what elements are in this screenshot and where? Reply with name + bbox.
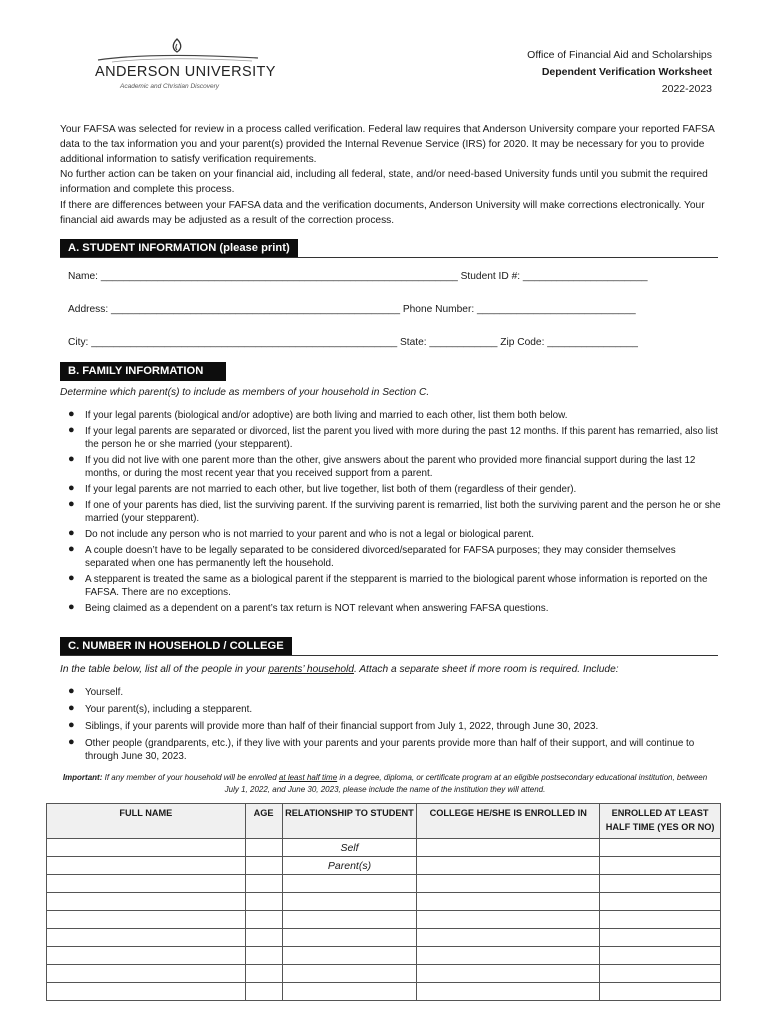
name-cell[interactable]: [47, 983, 246, 1001]
name-cell[interactable]: [47, 965, 246, 983]
half-time-cell[interactable]: [600, 947, 721, 965]
bullet-icon: ●: [68, 719, 75, 731]
section-a-rule: [60, 257, 718, 258]
age-cell[interactable]: [245, 983, 282, 1001]
table-row: [47, 929, 721, 947]
section-a-heading: A. STUDENT INFORMATION (please print): [60, 239, 298, 258]
bullet-icon: ●: [68, 527, 75, 539]
list-item: ● Do not include any person who is not married to your parent and who is not a legal or biological parent.: [68, 527, 535, 540]
document-title: Dependent Verification Worksheet: [541, 66, 712, 78]
relationship-cell: Self: [282, 839, 417, 857]
college-cell[interactable]: [417, 911, 600, 929]
half-time-cell[interactable]: [600, 965, 721, 983]
list-item: ● Siblings, if your parents will provide more than half of their financial support from July 1, 2022, through June 30, 2023.: [68, 719, 599, 732]
section-c-heading: C. NUMBER IN HOUSEHOLD / COLLEGE: [60, 637, 292, 656]
list-item: ● If one of your parents has died, list the surviving parent. If the surviving parent is remarried, list both the surviving parent and the person he or she married (your stepparent).: [68, 498, 721, 524]
half-time-cell[interactable]: [600, 911, 721, 929]
table-row: [47, 857, 721, 875]
bullet-icon: ●: [68, 736, 75, 748]
table-row: [47, 965, 721, 983]
relationship-cell[interactable]: [282, 947, 417, 965]
list-item: ● Other people (grandparents, etc.), if they live with your parents and your parents provide more than half of their support, and will continue to through June 30, 2023.: [68, 736, 695, 762]
list-item: ● A couple doesn’t have to be legally separated to be considered divorced/separated for FAFSA purposes; they may consider themselves separated when one has permanently left the household.: [68, 543, 676, 569]
city-state-zip-field[interactable]: City: ______________________________________________________ State: ____________ Zip Code: ________________: [68, 337, 638, 348]
col-relationship: RELATIONSHIP TO STUDENT: [282, 804, 417, 839]
col-enrolled-half-time: ENROLLED AT LEAST HALF TIME (YES OR NO): [600, 804, 721, 839]
relationship-cell[interactable]: [282, 965, 417, 983]
college-cell[interactable]: [417, 965, 600, 983]
college-cell[interactable]: [417, 875, 600, 893]
college-cell[interactable]: [417, 929, 600, 947]
relationship-cell: Parent(s): [282, 857, 417, 875]
name-student-id-field[interactable]: Name: _______________________________________________________________ Student ID #: ______________________: [68, 271, 648, 282]
name-cell[interactable]: [47, 929, 246, 947]
bullet-icon: ●: [68, 543, 75, 555]
half-time-cell[interactable]: [600, 857, 721, 875]
bullet-icon: ●: [68, 498, 75, 510]
name-cell[interactable]: [47, 911, 246, 929]
university-logo: [92, 34, 276, 96]
table-row: [47, 947, 721, 965]
relationship-cell[interactable]: [282, 893, 417, 911]
list-item: ● Yourself.: [68, 685, 124, 698]
household-include-list: [66, 686, 722, 763]
household-table: [46, 803, 721, 1001]
half-time-cell[interactable]: [600, 929, 721, 947]
college-cell[interactable]: [417, 983, 600, 1001]
intro-paragraph-1: Your FAFSA was selected for review in a process called verification. Federal law requires that Anderson University compare your reported FAFSA data to the tax information you and your parent(s) provided the Internal Revenue Service (IRS) for 2020. It may be necessary for you to provide additional information to satisfy verification requirements.: [60, 124, 715, 165]
age-cell[interactable]: [245, 875, 282, 893]
table-row: [47, 839, 721, 857]
col-age: AGE: [245, 804, 282, 839]
list-item: ● A stepparent is treated the same as a biological parent if the stepparent is married to the biological parent whose information is reported on the FAFSA. There are no exceptions.: [68, 572, 708, 598]
relationship-cell[interactable]: [282, 875, 417, 893]
list-item: ● If your legal parents are separated or divorced, list the parent you lived with more during the past 12 months. If this parent has remarried, also list the person he or she married (your stepparent).: [68, 424, 718, 450]
col-college: COLLEGE HE/SHE IS ENROLLED IN: [417, 804, 600, 839]
document-header: [527, 47, 712, 98]
half-time-cell[interactable]: [600, 875, 721, 893]
age-cell[interactable]: [245, 911, 282, 929]
half-time-cell[interactable]: [600, 839, 721, 857]
intro-paragraph-3: If there are differences between your FAFSA data and the verification documents, Anderson University will make corrections electronically. Your financial aid awards may be adjusted as a result of the correction process.: [60, 200, 705, 226]
list-item: ● Your parent(s), including a stepparent.: [68, 702, 253, 715]
half-time-cell[interactable]: [600, 893, 721, 911]
table-row: [47, 911, 721, 929]
section-c-instruction: In the table below, list all of the people in your parents’ household. Attach a separate sheet if more room is required. Include:: [60, 664, 619, 675]
office-name: Office of Financial Aid and Scholarships: [527, 49, 712, 61]
table-header-row: [47, 804, 721, 839]
important-note: Important: If any member of your household will be enrolled at least half time in a degree, diploma, or certificate program at an eligible postsecondary educational institution, between July 1, 2022, and June 30, 2023, please include the name of the institution they will attend.: [62, 773, 708, 794]
name-cell[interactable]: [47, 893, 246, 911]
college-cell[interactable]: [417, 893, 600, 911]
age-cell[interactable]: [245, 857, 282, 875]
family-rules-list: [66, 409, 722, 615]
name-cell[interactable]: [47, 875, 246, 893]
table-row: [47, 893, 721, 911]
logo-university-name: ANDERSON UNIVERSITY: [95, 64, 276, 80]
list-item: ● If you did not live with one parent more than the other, give answers about the parent who provided more financial support during the last 12 months, or during the most recent year that you received support from a parent.: [68, 453, 696, 479]
intro-paragraph-2: No further action can be taken on your financial aid, including all federal, state, and/or need-based University funds until you submit the required information and complete this process.: [60, 169, 708, 195]
award-year: 2022-2023: [661, 83, 712, 95]
bullet-icon: ●: [68, 424, 75, 436]
college-cell[interactable]: [417, 839, 600, 857]
name-cell[interactable]: [47, 839, 246, 857]
half-time-cell[interactable]: [600, 983, 721, 1001]
flame-logo-icon: [92, 34, 262, 66]
relationship-cell[interactable]: [282, 983, 417, 1001]
bullet-icon: ●: [68, 572, 75, 584]
name-cell[interactable]: [47, 947, 246, 965]
college-cell[interactable]: [417, 947, 600, 965]
age-cell[interactable]: [245, 893, 282, 911]
bullet-icon: ●: [68, 702, 75, 714]
bullet-icon: ●: [68, 685, 75, 697]
list-item: ● Being claimed as a dependent on a parent’s tax return is NOT relevant when answering FAFSA questions.: [68, 601, 549, 614]
bullet-icon: ●: [68, 408, 75, 420]
parents-household-emphasis: parents’ household: [268, 664, 354, 675]
col-full-name: FULL NAME: [47, 804, 246, 839]
list-item: ● If your legal parents are not married to each other, but live together, list both of them (regardless of their gender).: [68, 482, 577, 495]
age-cell[interactable]: [245, 929, 282, 947]
bullet-icon: ●: [68, 482, 75, 494]
section-b-instruction: Determine which parent(s) to include as members of your household in Section C.: [60, 387, 430, 398]
section-b-heading: B. FAMILY INFORMATION: [60, 362, 226, 381]
age-cell[interactable]: [245, 947, 282, 965]
name-cell[interactable]: [47, 857, 246, 875]
list-item: ● If your legal parents (biological and/or adoptive) are both living and married to each other, list them both below.: [68, 408, 568, 421]
table-row: [47, 875, 721, 893]
address-phone-field[interactable]: Address: ___________________________________________________ Phone Number: ____________________________: [68, 304, 636, 315]
relationship-cell[interactable]: [282, 929, 417, 947]
table-row: [47, 983, 721, 1001]
logo-tagline: Academic and Christian Discovery: [120, 83, 219, 90]
section-c-rule: [60, 655, 718, 656]
age-cell[interactable]: [245, 839, 282, 857]
age-cell[interactable]: [245, 965, 282, 983]
relationship-cell[interactable]: [282, 911, 417, 929]
college-cell[interactable]: [417, 857, 600, 875]
bullet-icon: ●: [68, 601, 75, 613]
bullet-icon: ●: [68, 453, 75, 465]
